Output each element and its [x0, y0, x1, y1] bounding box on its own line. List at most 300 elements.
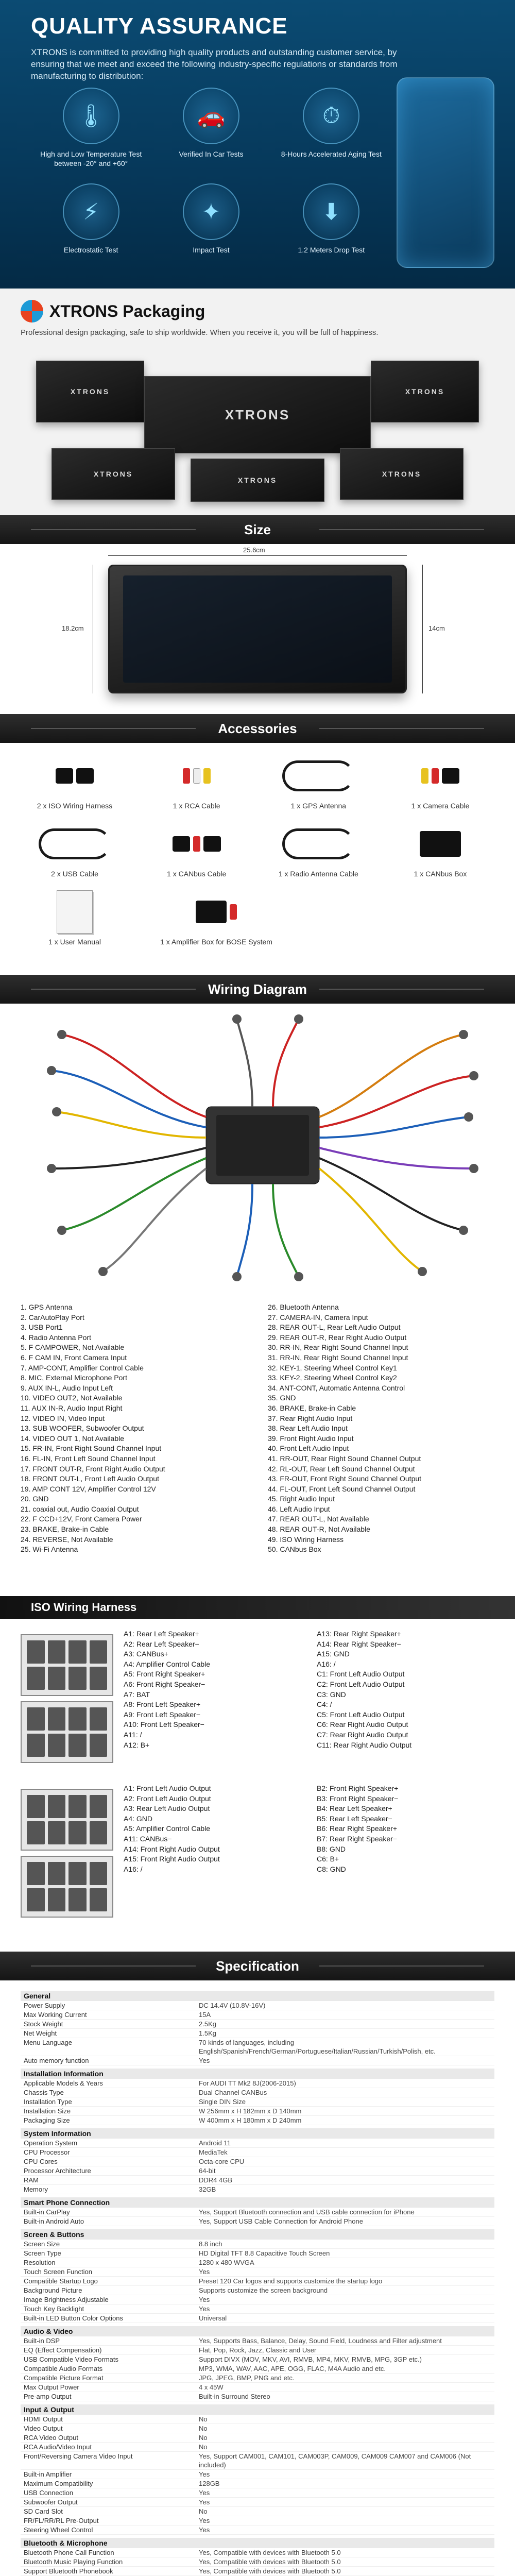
accessory-item [264, 753, 372, 810]
spec-value: DDR4 4GB [199, 2176, 233, 2184]
spec-row [21, 2314, 494, 2323]
spec-row [21, 2364, 494, 2374]
iso-pin-item: C3: GND [317, 1690, 346, 1699]
wiring-legend-item: 19. AMP CONT 12V, Amplifier Control 12V [21, 1484, 156, 1493]
spec-value: Flat, Pop, Rock, Jazz, Classic and User [199, 2346, 317, 2354]
iso-pin-item: A12: B+ [124, 1740, 150, 1749]
accessory-item [143, 753, 251, 810]
spec-value: Android 11 [199, 2139, 231, 2147]
box-small: XTRONS [52, 448, 175, 500]
wiring-legend-item: 48. REAR OUT-R, Not Available [268, 1525, 370, 1534]
spec-row [21, 2479, 494, 2488]
head-unit-image [108, 565, 407, 693]
spec-row [21, 2157, 494, 2166]
spec-category: Installation Information [21, 2069, 494, 2079]
spec-row [21, 2567, 494, 2576]
wiring-legend-item: 22. F CCD+12V, Front Camera Power [21, 1515, 142, 1523]
wiring-legend-item: 11. AUX IN-R, Audio Input Right [21, 1403, 123, 1412]
spec-row [21, 2383, 494, 2392]
spec-row [21, 2249, 494, 2258]
wiring-legend-item: 37. Rear Right Audio Input [268, 1414, 353, 1422]
spec-key: RAM [24, 2176, 39, 2184]
spec-row [21, 2258, 494, 2267]
spec-key: USB Connection [24, 2489, 74, 2497]
width-dimension: 25.6cm [243, 546, 265, 554]
iso-pin-item: C11: Rear Right Audio Output [317, 1740, 412, 1749]
accessory-label: 2 x ISO Wiring Harness [37, 802, 113, 810]
accessory-label: 1 x User Manual [48, 938, 101, 946]
spec-key: SD Card Slot [24, 2507, 63, 2515]
spec-row [21, 2355, 494, 2364]
box-small: XTRONS [36, 361, 144, 422]
depth-dimension-line [422, 565, 423, 693]
wiring-legend-item: 14. VIDEO OUT 1, Not Available [21, 1434, 125, 1443]
spec-key: Video Output [24, 2425, 63, 2432]
drop-icon: ⬇ [303, 183, 359, 240]
box-small: XTRONS [371, 361, 479, 422]
spec-value: 70 kinds of languages, including English/Spanish/French/German/Portuguese/Italian/Russian/Turkish/Polish, etc. [199, 2039, 436, 2055]
spec-row [21, 2286, 494, 2295]
spec-value: Yes, Support Bluetooth connection and USB cable connection for iPhone [199, 2208, 415, 2216]
spec-value: HD Digital TFT 8.8 Capacitive Touch Screen [199, 2249, 330, 2257]
spec-row [21, 2240, 494, 2249]
quality-tests [31, 88, 391, 255]
height-dimension: 18.2cm [62, 624, 84, 632]
spec-key: Menu Language [24, 2039, 72, 2046]
accessory-label: 1 x CANbus Cable [167, 870, 227, 878]
spec-key: CPU Processor [24, 2148, 70, 2156]
iso-pin-item: A2: Front Left Audio Output [124, 1794, 211, 1803]
iso-block-2-left [124, 1784, 301, 1874]
spec-row [21, 2374, 494, 2383]
spec-category: Bluetooth & Microphone [21, 2538, 494, 2548]
spec-row [21, 2498, 494, 2507]
wiring-legend-item: 12. VIDEO IN, Video Input [21, 1414, 105, 1422]
spec-value: Yes, Support CAM001, CAM101, CAM003P, CAM009, CAM009 CAM007 and CAM006 (Not included) [199, 2452, 471, 2469]
spec-key: Processor Architecture [24, 2167, 91, 2175]
spec-key: Applicable Models & Years [24, 2079, 103, 2087]
spec-row [21, 2056, 494, 2065]
iso-pin-item: A10: Front Left Speaker− [124, 1720, 204, 1729]
wiring-legend-item: 8. MIC, External Microphone Port [21, 1374, 127, 1382]
wiring-legend-item: 3. USB Port1 [21, 1323, 63, 1332]
iso-harness-header: ISO Wiring Harness [0, 1596, 515, 1619]
wiring-legend-item: 32. KEY-1, Steering Wheel Control Key1 [268, 1363, 397, 1372]
iso-pin-item: A16: / [124, 1865, 143, 1873]
spec-row [21, 2424, 494, 2433]
spec-row [21, 2079, 494, 2088]
spec-value: 64-bit [199, 2167, 216, 2175]
accessory-label: 1 x CANbus Box [414, 870, 467, 878]
spec-value: No [199, 2443, 208, 2451]
wiring-legend-item: 43. FR-OUT, Front Right Sound Channel Output [268, 1475, 422, 1483]
spec-value: Yes [199, 2526, 210, 2534]
spec-key: RCA Video Output [24, 2434, 78, 2442]
quality-test-label: Electrostatic Test [63, 246, 118, 254]
spec-row [21, 2443, 494, 2452]
spec-key: Built-in LED Button Color Options [24, 2314, 123, 2322]
wiring-legend-item: 33. KEY-2, Steering Wheel Control Key2 [268, 1374, 397, 1382]
spec-value: Yes [199, 2517, 210, 2524]
spec-key: HDMI Output [24, 2415, 63, 2423]
spec-value: DC 14.4V (10.8V-16V) [199, 2002, 266, 2009]
spec-value: Yes [199, 2057, 210, 2064]
spec-key: Front/Reversing Camera Video Input [24, 2452, 133, 2460]
iso-pin-item: B4: Rear Left Speaker+ [317, 1804, 392, 1813]
iso-connector-c [21, 1701, 113, 1763]
spec-value: W 256mm x H 182mm x D 140mm [199, 2107, 302, 2115]
spec-key: Support Bluetooth Phonebook [24, 2567, 113, 2575]
box-small: XTRONS [340, 448, 464, 500]
section-header-wiring: Wiring Diagram [0, 975, 515, 1004]
spec-key: Resolution [24, 2259, 56, 2266]
spec-category: Smart Phone Connection [21, 2197, 494, 2208]
spec-row [21, 2415, 494, 2424]
iso-pin-item: A11: CANBus− [124, 1834, 172, 1843]
spec-value: MP3, WMA, WAV, AAC, APE, OGG, FLAC, M4A Audio and etc. [199, 2365, 386, 2372]
spec-row [21, 2548, 494, 2557]
iso-pin-item: A8: Front Left Speaker+ [124, 1700, 201, 1709]
spec-row [21, 2452, 494, 2470]
box-small: XTRONS [191, 459, 324, 502]
section-header-spec: Specification [0, 1952, 515, 1980]
spec-key: Pre-amp Output [24, 2393, 72, 2400]
spec-value: 1280 x 480 WVGA [199, 2259, 254, 2266]
spec-value: MediaTek [199, 2148, 228, 2156]
spec-value: Yes [199, 2305, 210, 2313]
spec-value: Built-in Surround Stereo [199, 2393, 270, 2400]
wiring-legend-item: 40. Front Left Audio Input [268, 1444, 349, 1453]
spec-row [21, 2185, 494, 2194]
spec-category: Audio & Video [21, 2326, 494, 2336]
iso-pin-item: C6: Rear Right Audio Output [317, 1720, 408, 1729]
iso-pin-item: A3: Rear Left Audio Output [124, 1804, 210, 1813]
wiring-legend-item: 50. CANbus Box [268, 1545, 321, 1554]
section-header-size: Size [0, 515, 515, 544]
spec-value: Octa-core CPU [199, 2158, 245, 2165]
iso-pin-item: A1: Rear Left Speaker+ [124, 1630, 199, 1638]
spec-key: Screen Size [24, 2240, 60, 2248]
spec-row [21, 2295, 494, 2304]
spec-row [21, 2029, 494, 2038]
spec-value: JPG, JPEG, BMP, PNG and etc. [199, 2374, 295, 2382]
wiring-legend-item: 49. ISO Wiring Harness [268, 1535, 344, 1544]
spec-key: Installation Type [24, 2098, 72, 2106]
spec-row [21, 2304, 494, 2314]
wiring-legend-item: 13. SUB WOOFER, Subwoofer Output [21, 1424, 144, 1433]
wiring-legend-item: 2. CarAutoPlay Port [21, 1313, 84, 1321]
spec-value: No [199, 2434, 208, 2442]
spec-row [21, 2392, 494, 2401]
accessory-label: 1 x GPS Antenna [290, 802, 347, 810]
spec-row [21, 2038, 494, 2056]
accessory-item [21, 821, 129, 878]
wiring-legend-item: 21. coaxial out, Audio Coaxial Output [21, 1504, 139, 1513]
iso-pin-item: A5: Front Right Speaker+ [124, 1670, 205, 1679]
spec-value: Yes [199, 2268, 210, 2276]
spec-key: Compatible Startup Logo [24, 2277, 98, 2285]
wiring-legend-item: 46. Left Audio Input [268, 1504, 330, 1513]
accessories-row [21, 821, 494, 878]
wiring-legend-item: 39. Front Right Audio Input [268, 1434, 354, 1443]
spec-key: USB Compatible Video Formats [24, 2355, 119, 2363]
accessory-item [386, 753, 494, 810]
spec-row [21, 2088, 494, 2097]
iso-pin-item: C6: B+ [317, 1855, 339, 1863]
spec-key: Subwoofer Output [24, 2498, 78, 2506]
size-section [0, 544, 515, 714]
spec-row [21, 2139, 494, 2148]
quality-test-label: 1.2 Meters Drop Test [298, 246, 365, 254]
spec-key: Built-in CarPlay [24, 2208, 70, 2216]
accessory-label: 1 x Amplifier Box for BOSE System [160, 938, 272, 946]
iso-pin-item: C7: Rear Right Audio Output [317, 1730, 408, 1739]
spec-row [21, 2557, 494, 2567]
specification-table [0, 1980, 515, 2576]
iso-pin-item: C1: Front Left Audio Output [317, 1670, 405, 1679]
spec-value: No [199, 2425, 208, 2432]
spec-row [21, 2470, 494, 2479]
iso-pin-item: A9: Front Left Speaker− [124, 1710, 201, 1719]
iso-pin-item: A7: BAT [124, 1690, 150, 1699]
car-icon: 🚗 [183, 88, 239, 144]
spec-key: RCA Audio/Video Input [24, 2443, 92, 2451]
iso-pin-item: B6: Rear Right Speaker+ [317, 1824, 398, 1833]
iso-block-1-list [124, 1629, 494, 1750]
spec-row [21, 2010, 494, 2020]
accessory-label: 2 x USB Cable [51, 870, 98, 878]
spec-key: Stock Weight [24, 2020, 63, 2028]
iso-block-2 [21, 1784, 494, 1912]
accessory-item [149, 889, 283, 946]
iso-connector-a [21, 1634, 113, 1696]
spec-row [21, 2507, 494, 2516]
lightning-icon: ⚡ [63, 183, 119, 240]
spec-key: Compatible Audio Formats [24, 2365, 103, 2372]
depth-dimension: 14cm [428, 624, 445, 632]
spec-value: Yes, Support USB Cable Connection for Android Phone [199, 2217, 363, 2225]
wiring-diagram-svg [21, 1014, 494, 1282]
iso-pin-item: A5: Amplifier Control Cable [124, 1824, 211, 1833]
iso-harness-section [0, 1619, 515, 1952]
spec-key: Packaging Size [24, 2116, 70, 2124]
spec-value: Yes, Supports Bass, Balance, Delay, Sound Field, Loudness and Filter adjustment [199, 2337, 442, 2345]
quality-test-label: Verified In Car Tests [179, 150, 244, 158]
packaging-text: Professional design packaging, safe to ship worldwide. When you receive it, you will be full of happiness. [21, 328, 379, 337]
spec-value: Preset 120 Car logos and supports customize the startup logo [199, 2277, 383, 2285]
spec-key: CPU Cores [24, 2158, 58, 2165]
accessory-item [264, 821, 372, 878]
wiring-legend-item: 38. Rear Left Audio Input [268, 1424, 348, 1433]
iso-block-2-list [124, 1784, 494, 1874]
spec-category: General [21, 1991, 494, 2001]
wiring-legend-item: 15. FR-IN, Front Right Sound Channel Input [21, 1444, 162, 1453]
spec-row [21, 2020, 494, 2029]
spec-key: Touch Key Backlight [24, 2305, 84, 2313]
spec-category: Screen & Buttons [21, 2229, 494, 2240]
spec-row [21, 2488, 494, 2498]
spec-key: Bluetooth Music Playing Function [24, 2558, 123, 2566]
spec-row [21, 2116, 494, 2125]
wiring-legend-item: 41. RR-OUT, Rear Right Sound Channel Output [268, 1454, 421, 1463]
wiring-legend-item: 5. F CAMPOWER, Not Available [21, 1343, 125, 1352]
accessories-row [21, 753, 494, 810]
spec-value: Yes, Compatible with devices with Bluetooth 5.0 [199, 2549, 341, 2556]
wiring-legend-left [21, 1302, 247, 1555]
accessory-item [21, 753, 129, 810]
wiring-legend-item: 16. FL-IN, Front Left Sound Channel Input [21, 1454, 156, 1463]
spec-row [21, 2516, 494, 2526]
spec-key: Background Picture [24, 2286, 82, 2294]
iso-pin-item: A15: Front Right Audio Output [124, 1855, 220, 1863]
iso-block-1 [21, 1629, 494, 1758]
accessory-item [386, 821, 494, 878]
iso-pin-item: A16: / [317, 1659, 336, 1668]
spec-row [21, 2336, 494, 2346]
packaging-header [21, 300, 494, 323]
wiring-legend-item: 23. BRAKE, Brake-in Cable [21, 1525, 109, 1534]
spec-row [21, 2001, 494, 2010]
quality-assurance-section [0, 0, 515, 289]
wiring-legend-item: 9. AUX IN-L, Audio Input Left [21, 1383, 113, 1392]
spec-value: 8.8 inch [199, 2240, 222, 2248]
iso-pin-item: B2: Front Right Speaker+ [317, 1784, 399, 1792]
quality-test [31, 88, 151, 168]
thermometer-icon: 🌡 [63, 88, 119, 144]
quality-test-label: High and Low Temperature Test between -20° and +60° [40, 150, 142, 167]
spec-row [21, 2176, 494, 2185]
spec-value: Yes [199, 2470, 210, 2478]
wiring-legend-item: 44. FL-OUT, Front Left Sound Channel Output [268, 1484, 416, 1493]
wiring-legend-item: 26. Bluetooth Antenna [268, 1303, 339, 1311]
wiring-legend-item: 1. GPS Antenna [21, 1303, 73, 1311]
spec-value: Yes [199, 2498, 210, 2506]
wiring-legend-item: 36. BRAKE, Brake-in Cable [268, 1403, 356, 1412]
accessory-item [143, 821, 251, 878]
iso-pin-item: A14: Front Right Audio Output [124, 1844, 220, 1853]
head-unit-screen [123, 575, 392, 683]
impact-icon: ✦ [183, 183, 239, 240]
wiring-legend-item: 17. FRONT OUT-R, Front Right Audio Output [21, 1464, 165, 1473]
spec-key: FR/FL/RR/RL Pre-Output [24, 2517, 99, 2524]
iso-pin-item: B7: Rear Right Speaker− [317, 1834, 398, 1843]
wiring-legend-item: 10. VIDEO OUT2, Not Available [21, 1394, 123, 1402]
spec-key: Auto memory function [24, 2057, 89, 2064]
spec-key: Net Weight [24, 2029, 57, 2037]
spec-value: Single DIN Size [199, 2098, 246, 2106]
wiring-diagram-illustration [21, 1014, 494, 1282]
spec-key: Max Working Current [24, 2011, 87, 2019]
wiring-legend-item: 42. RL-OUT, Rear Left Sound Channel Output [268, 1464, 415, 1473]
accessory-label: 1 x Camera Cable [411, 802, 470, 810]
wiring-legend-item: 45. Right Audio Input [268, 1495, 335, 1503]
spec-key: Chassis Type [24, 2089, 64, 2096]
spec-key: Screen Type [24, 2249, 61, 2257]
wiring-legend-item: 47. REAR OUT-L, Not Available [268, 1515, 369, 1523]
spec-value: No [199, 2507, 208, 2515]
accessory-label: 1 x RCA Cable [173, 802, 220, 810]
iso-pin-item: C8: GND [317, 1865, 346, 1873]
iso-block-1-right [317, 1629, 494, 1750]
iso-pin-item: A1: Front Left Audio Output [124, 1784, 211, 1792]
spec-row [21, 2217, 494, 2226]
spec-row [21, 2148, 494, 2157]
iso-pin-item: A3: CANBus+ [124, 1650, 168, 1658]
spec-key: Memory [24, 2185, 48, 2193]
iso-block-2-right [317, 1784, 494, 1874]
iso-connector-b [21, 1856, 113, 1918]
wiring-legend-item: 35. GND [268, 1394, 296, 1402]
iso-pin-item: A13: Rear Right Speaker+ [317, 1630, 401, 1638]
iso-pin-item: A4: GND [124, 1814, 153, 1823]
xtrons-logo-icon [21, 300, 43, 323]
iso-pin-item: A11: / [124, 1730, 142, 1739]
spec-row [21, 2097, 494, 2107]
section-header-accessories: Accessories [0, 714, 515, 743]
packaging-boxes [36, 355, 479, 505]
accessory-item [21, 889, 129, 946]
wiring-legend-item: 6. F CAM IN, Front Camera Input [21, 1353, 127, 1362]
wiring-diagram-section [0, 1004, 515, 1596]
spec-row [21, 2208, 494, 2217]
packaging-section [0, 289, 515, 515]
spec-row [21, 2433, 494, 2443]
spec-key: Bluetooth Phone Call Function [24, 2549, 114, 2556]
spec-value: 1.5Kg [199, 2029, 216, 2037]
spec-row [21, 2267, 494, 2277]
accessory-label: 1 x Radio Antenna Cable [278, 870, 358, 878]
spec-value: 4 x 45W [199, 2383, 224, 2391]
spec-row [21, 2277, 494, 2286]
quality-test [151, 88, 271, 168]
spec-value: 128GB [199, 2480, 220, 2487]
wiring-legend-item: 20. GND [21, 1495, 49, 1503]
spec-value: No [199, 2415, 208, 2423]
spec-value: Universal [199, 2314, 227, 2322]
iso-pin-item: A2: Rear Left Speaker− [124, 1639, 199, 1648]
spec-key: Compatible Picture Format [24, 2374, 104, 2382]
iso-connector-a2 [21, 1789, 113, 1851]
wiring-legend-item: 4. Radio Antenna Port [21, 1333, 91, 1342]
spec-value: Yes [199, 2489, 210, 2497]
wiring-legend-item: 30. RR-IN, Rear Right Sound Channel Input [268, 1343, 408, 1352]
spec-key: Operation System [24, 2139, 78, 2147]
spec-value: Dual Channel CANBus [199, 2089, 267, 2096]
quality-title: QUALITY ASSURANCE [31, 13, 288, 39]
spec-value: For AUDI TT Mk2 8J(2006-2015) [199, 2079, 296, 2087]
spec-key: Steering Wheel Control [24, 2526, 93, 2534]
iso-pin-item: A6: Front Right Speaker− [124, 1680, 205, 1688]
wiring-legend-item: 18. FRONT OUT-L, Front Left Audio Output [21, 1475, 159, 1483]
quality-test-label: Impact Test [193, 246, 230, 254]
wiring-legend-right [268, 1302, 494, 1555]
spec-value: 15A [199, 2011, 211, 2019]
iso-pin-item: B5: Rear Left Speaker− [317, 1814, 392, 1823]
iso-pin-item: C5: Front Left Audio Output [317, 1710, 405, 1719]
wiring-legend [21, 1302, 494, 1555]
iso-pin-item: A14: Rear Right Speaker− [317, 1639, 401, 1648]
box-main: XTRONS [144, 376, 371, 453]
spec-key: Touch Screen Function [24, 2268, 92, 2276]
iso-pin-item: C4: / [317, 1700, 332, 1709]
spec-key: Power Supply [24, 2002, 65, 2009]
spec-value: Yes, Compatible with devices with Bluetooth 5.0 [199, 2567, 341, 2575]
spec-key: EQ (Effect Compensation) [24, 2346, 102, 2354]
wiring-legend-item: 29. REAR OUT-R, Rear Right Audio Output [268, 1333, 407, 1342]
quality-test [151, 183, 271, 255]
manual-icon [57, 890, 93, 934]
wiring-legend-item: 25. Wi-Fi Antenna [21, 1545, 78, 1554]
